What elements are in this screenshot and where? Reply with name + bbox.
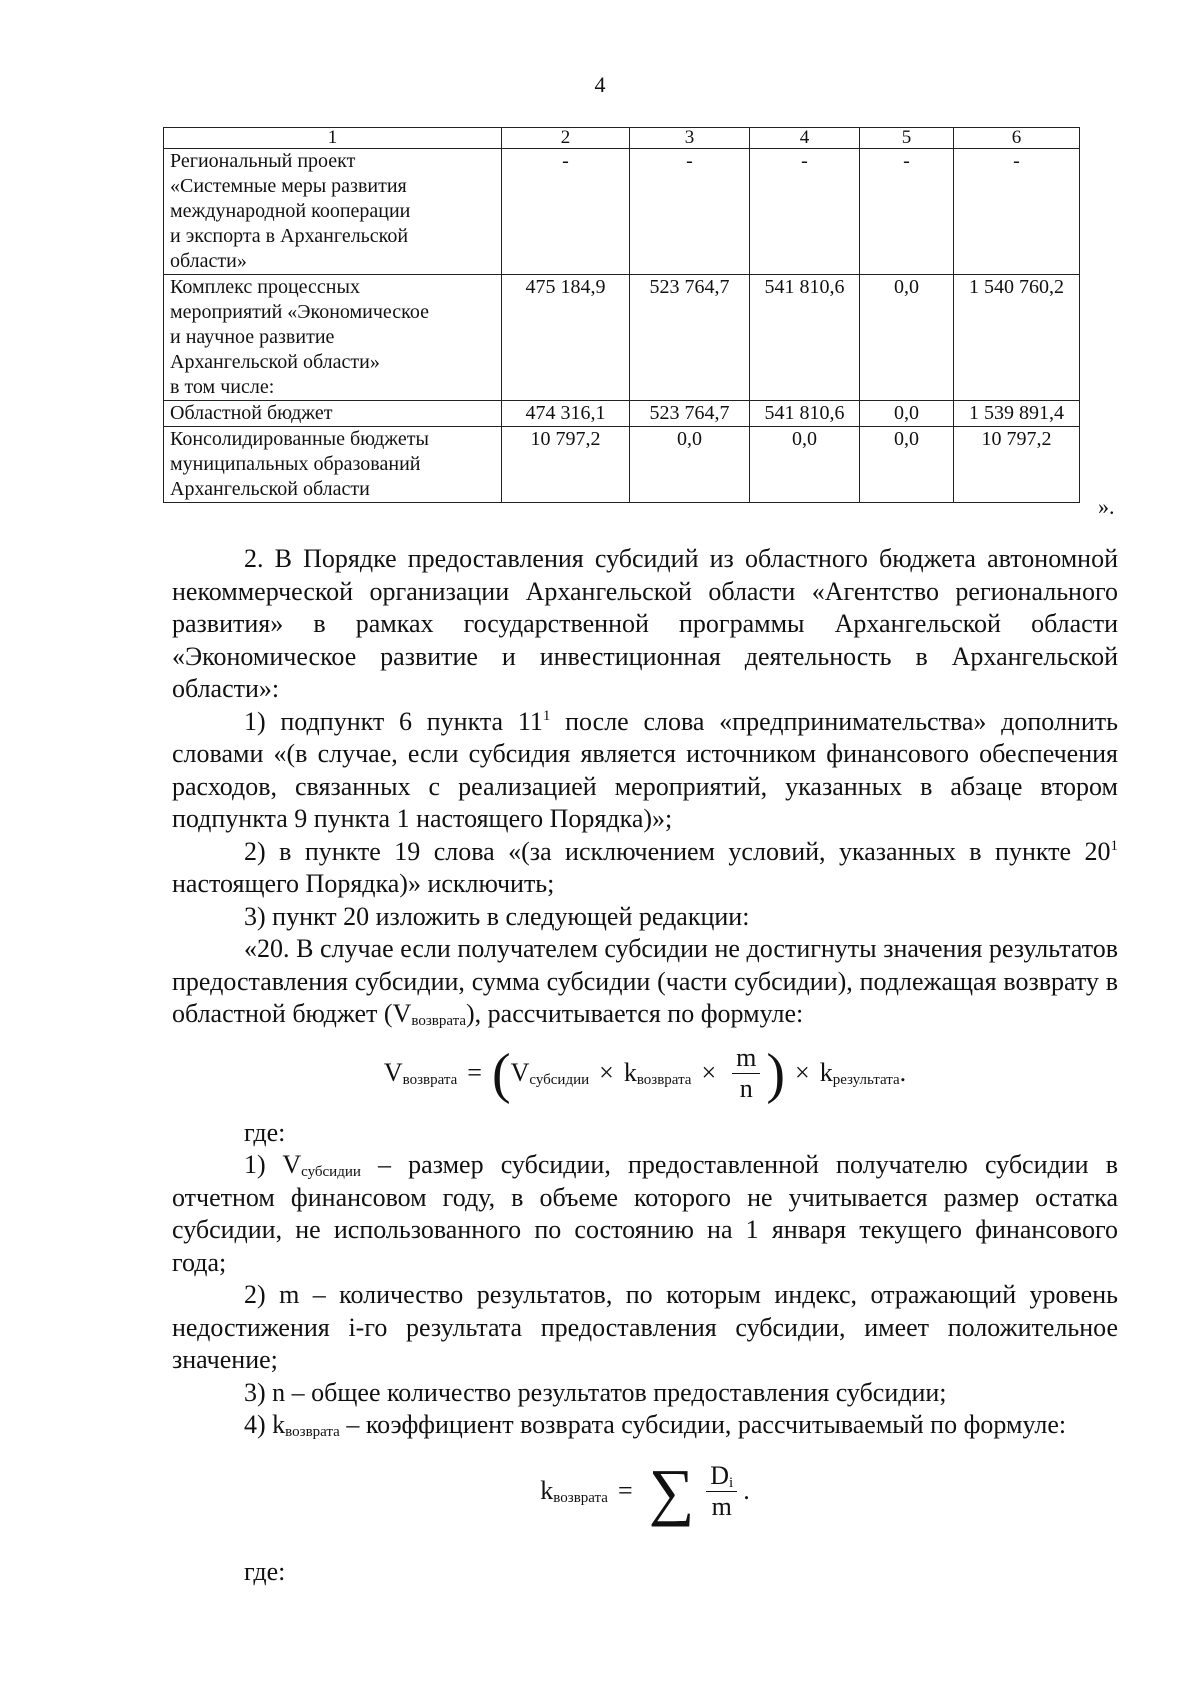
definition-4-text-b: – коэффициент возврата субсидии, рассчитываемый по формуле: — [339, 1410, 1067, 1439]
row-name-line: Консолидированные бюджеты — [170, 428, 429, 450]
definition-1-text-a: 1) V — [244, 1150, 302, 1179]
header-cell: 3 — [630, 128, 750, 149]
item-2-text-a: 2) в пункте 19 слова «(за исключением условий, указанных в пункте 20 — [244, 836, 1111, 866]
formula1-lhs-sub: возврата — [402, 1072, 458, 1089]
row-name-cell — [164, 149, 502, 275]
table-row — [164, 275, 1080, 401]
header-cell: 2 — [502, 128, 630, 149]
item-2 — [172, 836, 1118, 901]
formula1-fraction-numerator: m — [736, 1043, 757, 1072]
row-name-line: мероприятий «Экономическое — [170, 301, 430, 323]
formula2-numerator-sub: i — [729, 1475, 734, 1491]
clause-20-text-b: ), рассчитывается по формуле: — [466, 999, 804, 1028]
formula2-lhs-sub: возврата — [553, 1490, 608, 1507]
item-2-superscript: 1 — [1110, 837, 1118, 854]
formula1-term1 — [511, 1057, 590, 1090]
formula2-fraction-denominator: m — [711, 1492, 732, 1521]
formula1-lhs-var: V — [383, 1058, 403, 1088]
row-name-line: Комплекс процессных — [170, 276, 360, 298]
table-row — [164, 427, 1080, 503]
row-name-cell — [164, 401, 502, 427]
value-cell: 0,0 — [860, 275, 954, 401]
formula1-times: × — [701, 1058, 717, 1088]
where-label-1: где: — [244, 1117, 286, 1147]
formula1-fraction-denominator: n — [739, 1074, 753, 1103]
value-cell: 541 810,6 — [750, 401, 860, 427]
value-cell: 523 764,7 — [630, 401, 750, 427]
formula1-fraction — [732, 1043, 760, 1104]
value-cell: 1 540 760,2 — [954, 275, 1080, 401]
paragraph-2: 2. В Порядке предоставления субсидий из областного бюджета автономной некоммерческой организации Архангельской области «Агентство регионального развития» в рамках государственной программы Архангельской области «Экономическое развитие и инвестиционная деятельность в Архангельской области»: — [172, 544, 1118, 703]
formula2-fraction-numerator — [706, 1461, 737, 1491]
formula1-times: × — [795, 1058, 810, 1088]
formula2-end: . — [743, 1476, 750, 1506]
clause-20 — [172, 933, 1118, 1031]
value-cell: 0,0 — [750, 427, 860, 503]
formula1-term2 — [624, 1057, 692, 1090]
definition-4 — [172, 1409, 1118, 1442]
row-name-line: и экспорта в Архангельской — [170, 225, 409, 247]
formula2-equals: = — [617, 1476, 633, 1506]
row-name-cell — [164, 427, 502, 503]
closing-quote: ». — [1098, 494, 1115, 519]
summation-icon: ∑ — [648, 1455, 695, 1527]
value-cell: 10 797,2 — [954, 427, 1080, 503]
value-cell: 10 797,2 — [502, 427, 630, 503]
value-cell: 0,0 — [860, 401, 954, 427]
item-1-superscript: 1 — [542, 707, 551, 724]
value-cell: 0,0 — [630, 427, 750, 503]
formula1-term3-sub: результата — [832, 1072, 900, 1089]
formula1-end: . — [899, 1058, 907, 1088]
table-row — [164, 401, 1080, 427]
row-name-line: в том числе: — [170, 376, 275, 398]
row-name-line: области» — [170, 250, 247, 272]
row-name-line: муниципальных образований — [170, 453, 421, 475]
value-cell: 523 764,7 — [630, 275, 750, 401]
row-name-line: Областной бюджет — [170, 402, 333, 424]
clause-20-subscript: возврата — [411, 1013, 467, 1029]
formula1-lhs — [384, 1057, 457, 1090]
definition-1 — [172, 1149, 1118, 1279]
page-number: 4 — [594, 72, 606, 97]
value-cell: - — [502, 149, 630, 275]
formula-return-amount — [172, 1031, 1118, 1117]
definition-4-subscript: возврата — [285, 1424, 340, 1440]
header-cell: 5 — [860, 128, 954, 149]
value-cell: 475 184,9 — [502, 275, 630, 401]
definition-1-subscript: субсидии — [301, 1164, 361, 1180]
definition-1-text-b: – размер субсидии, предоставленной получателю субсидии в отчетном финансовом году, в объеме которого не учитывается размер остатка субсидии, не использованного по состоянию на 1 января текущего финансового года; — [172, 1150, 1118, 1277]
item-1-text-b: после слова «предпринимательства» дополнить словами «(в случае, если субсидия является источником финансового обеспечения расходов, связанных с реализацией мероприятий, указанных в абзаце втором подпункта 9 пункта 1 настоящего Порядка)»; — [172, 706, 1118, 833]
value-cell: - — [630, 149, 750, 275]
table-header-row — [164, 128, 1080, 149]
value-cell: - — [860, 149, 954, 275]
formula1-term1-sub: субсидии — [529, 1072, 590, 1089]
item-1 — [172, 706, 1118, 836]
header-cell: 4 — [750, 128, 860, 149]
value-cell: 541 810,6 — [750, 275, 860, 401]
table-row — [164, 149, 1080, 275]
header-cell: 6 — [954, 128, 1080, 149]
formula1-term3 — [820, 1057, 900, 1090]
formula2-fraction — [706, 1461, 737, 1522]
header-cell: 1 — [164, 128, 502, 149]
value-cell: 474 316,1 — [502, 401, 630, 427]
formula-return-coefficient — [172, 1442, 1118, 1542]
row-name-cell — [164, 275, 502, 401]
definition-3: 3) n – общее количество результатов предоставления субсидии; — [244, 1377, 947, 1407]
item-1-text-a: 1) подпункт 6 пункта 11 — [244, 706, 543, 736]
budget-table — [163, 127, 1080, 503]
where-label-2: где: — [244, 1556, 286, 1586]
item-2-text-b: настоящего Порядка)» исключить; — [172, 869, 555, 898]
formula1-times: × — [599, 1058, 614, 1088]
row-name-line: Архангельской области» — [170, 351, 380, 373]
formula1-close-paren: ) — [766, 1042, 786, 1105]
value-cell: 0,0 — [860, 427, 954, 503]
row-name-line: и научное развитие — [170, 326, 335, 348]
row-name-line: Региональный проект — [170, 150, 356, 172]
formula1-equals: = — [467, 1058, 482, 1088]
formula2-numerator-var: D — [710, 1461, 730, 1490]
item-3: 3) пункт 20 изложить в следующей редакции: — [244, 901, 750, 931]
row-name-line: международной кооперации — [170, 200, 411, 222]
definition-4-text-a: 4) k — [244, 1410, 286, 1439]
definition-2: 2) m – количество результатов, по которым индекс, отражающий уровень недостижения i-го результата предоставления субсидии, имеет положительное значение; — [172, 1280, 1118, 1374]
formula1-open-paren: ( — [491, 1042, 511, 1105]
formula2-lhs-var: k — [540, 1476, 554, 1506]
document-body — [172, 543, 1118, 1588]
row-name-line: «Системные меры развития — [170, 175, 407, 197]
row-name-line: Архангельской области — [170, 478, 370, 500]
value-cell: - — [750, 149, 860, 275]
formula1-term2-var: k — [623, 1058, 637, 1088]
clause-20-text-a: «20. В случае если получателем субсидии не достигнуты значения результатов предоставления субсидии, сумма субсидии (части субсидии), подлежащая возврату в областной бюджет (V — [172, 934, 1118, 1028]
formula2-lhs — [540, 1475, 608, 1508]
formula1-term2-sub: возврата — [636, 1072, 692, 1089]
formula1-term1-var: V — [510, 1058, 530, 1088]
value-cell: - — [954, 149, 1080, 275]
value-cell: 1 539 891,4 — [954, 401, 1080, 427]
formula1-term3-var: k — [819, 1058, 833, 1088]
